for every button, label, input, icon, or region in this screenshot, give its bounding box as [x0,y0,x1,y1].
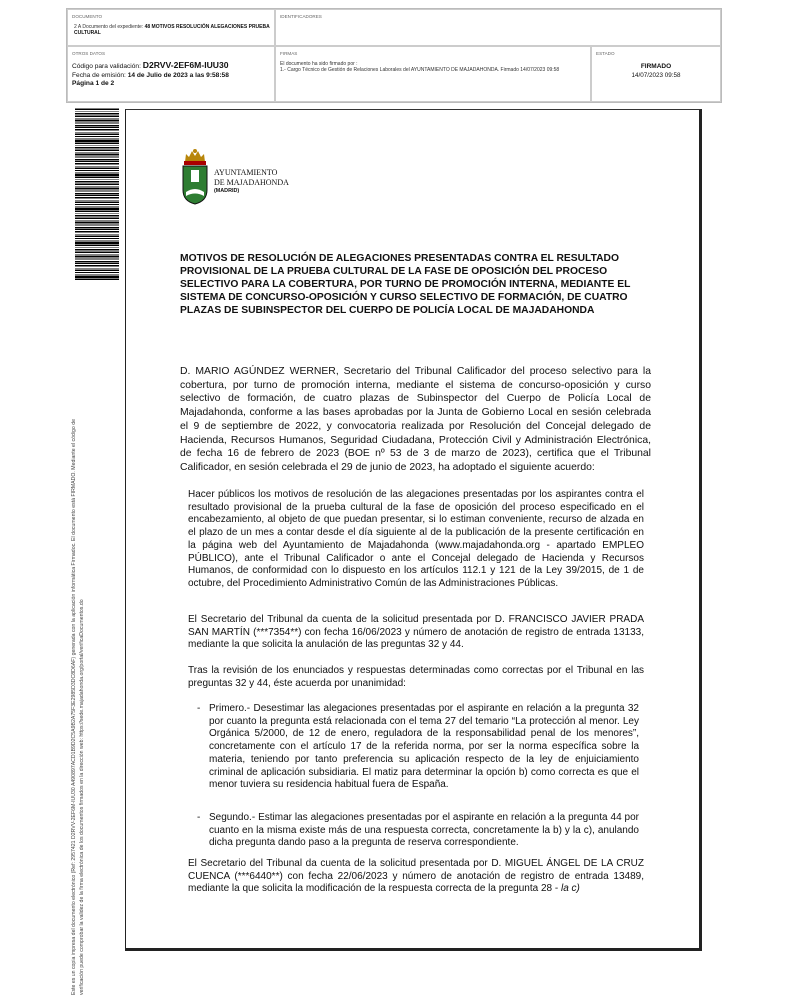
barcode [75,108,119,280]
estado-date: 14/07/2023 09:58 [631,72,681,79]
validation-info: Código para validación: D2RVV-2EF6M-IUU30 Fecha de emisión: 14 de Julio de 2023 a las 9:58:58 Página 1 de 2 [72,60,229,87]
otros-datos-label: OTROS DATOS [72,51,106,56]
quote-paragraph-1: Hacer públicos los motivos de resolución de las alegaciones presentadas por los aspirantes contra el resultado provisional de la prueba cultural de la fase de oposición del proceso especificado en el encabezamiento, al objeto de que puedan presentar, si lo estiman conveniente, recurso de alzada en el plazo de un mes a contar desde el día siguiente al de la publicación de la presente certificación en la página web del Ayuntamiento de Majadahonda (www.majadahonda.org - apartado EMPLEO PÚBLICO), ante el Tribunal Calificador o ante el Concejal delegado de Hacienda y Recursos Humanos, de conformidad con lo dispuesto en los artículos 112.1 y 121 de la Ley 39/2015, de 1 de octubre, del Procedimiento Administrativo Común de las Administraciones Públicas. [188,489,644,589]
page-count: Página 1 de 2 [72,80,115,87]
firmas-cell [275,46,591,102]
firmas-label: FIRMAS [280,51,298,56]
coat-of-arms-icon [180,146,210,206]
documento-cell [67,9,275,46]
list-item: - Segundo.- Estimar las alegaciones presentadas por el aspirante en relación a la pregunta 44 por cuanto en la misma existe más de una respuesta correcta, concretamente la b) y la c), anulando dicha pregunta dando paso a la pregunta de reserva correspondiente. [197,812,639,849]
identificadores-label: IDENTIFICADORES [280,14,322,19]
estado-label: ESTADO [596,51,615,56]
quote-paragraph-3: Tras la revisión de los enunciados y respuestas determinadas como correctas por el Tribunal en las preguntas 32 y 44, éste acuerda por unanimidad: [188,665,644,689]
emission-date: 14 de Julio de 2023 a las 9:58:58 [127,71,229,79]
quote-paragraph-2: El Secretario del Tribunal da cuenta de la solicitud presentada por D. FRANCISCO JAVIER PRADA SAN MARTÍN (***7354**) con fecha 16/06/2023 y número de anotación de registro de entrada 13133, mediante la que solicita la anulación de las preguntas 32 y 44. [188,614,644,651]
list-item: - Primero.- Desestimar las alegaciones presentadas por el aspirante en relación a la pregunta 32 por cuanto la pregunta está relacionada con el tema 27 del temario “La protección al menor. Ley Orgánica 5/2000, de 12 de enero, reguladora de la responsabilidad penal de los menores”, concretamente con el artículo 17 de la referida norma, por ser la norma específica sobre la materia, teniendo por tanto preferencia su aplicación respecto de la ley de enjuiciamiento criminal de aplicación subsidiaria. El matiz para determinar la opción b) como correcta es que el menor tuviera su residencia habitual fuera de España. [197,703,639,791]
logo-text: AYUNTAMIENTO DE MAJADAHONDA (MADRID) [214,168,289,194]
firmas-text: El documento ha sido firmado por : 1.- Cargo Técnico de Gestión de Relaciones Laborales del AYUNTAMIENTO DE MAJADAHONDA. Firmado 14/07/2023 09:58 [280,61,560,73]
estado-value: FIRMADO [640,63,672,70]
documento-label: DOCUMENTO [72,14,103,19]
quote-paragraph-4: El Secretario del Tribunal da cuenta de la solicitud presentada por D. MIGUEL ÁNGEL DE LA CRUZ CUENCA (***6440**) con fecha 22/06/2023 y número de anotación de registro de entrada 13489, mediante la que solicita la modificación de la respuesta correcta de la pregunta 28 - la c) [188,858,644,895]
verification-side-text: Este es un copia impresa del documento electrónico (Ref: 2957421 D2RVV-2EF6M-IUU30 A490897ACD1B9D2C5A9B2A75F3E2985D3DC8D6AF) generada con la aplicación informática Firmadoc. El documento está FIRMADO. Mediante el código de verificación puede comprobar la validez de la firma electrónica de los documentos firmados en la dirección web: https://sede.majadahonda.org/portal/verificaDocumentos.do [71,418,85,995]
documento-value: 2 A Documento del expediente: 48 MOTIVOS RESOLUCIÓN ALEGACIONES PRUEBA CULTURAL [74,24,270,36]
document-metadata-box [66,8,722,103]
intro-paragraph: D. MARIO AGÚNDEZ WERNER, Secretario del Tribunal Calificador del proceso selectivo para la cobertura, por turno de promoción interna, mediante el sistema de concurso-oposición y curso selectivo de formación, de cuatro plazas de Subinspector del Cuerpo de Policía Local de Majadahonda, conforme a las bases aprobadas por la Junta de Gobierno Local en sesión celebrada el 9 de septiembre de 2022, y convocatoria realizada por Resolución del Concejal delegado de Hacienda, Recursos Humanos, Seguridad Ciudadana, Protección Civil y Administración Electrónica, de fecha 16 de febrero de 2023 (BOE nº 53 de 3 de marzo de 2023), certifica que el Tribunal Calificador, en sesión celebrada el 29 de junio de 2023, ha adoptado el siguiente acuerdo: [180,366,651,473]
estado-cell [591,46,721,102]
document-title: MOTIVOS DE RESOLUCIÓN DE ALEGACIONES PRESENTADAS CONTRA EL RESULTADO PROVISIONAL DE LA PRUEBA CULTURAL DE LA FASE DE OPOSICIÓN DEL PROCESO SELECTIVO PARA LA COBERTURA, POR TURNO DE PROMOCIÓN INTERNA, MEDIANTE EL SISTEMA DE CONCURSO-OPOSICIÓN Y CURSO SELECTIVO DE FORMACIÓN, DE CUATRO PLAZAS DE SUBINSPECTOR DEL CUERPO DE POLICÍA LOCAL DE MAJADAHONDA [180,253,631,316]
otros-datos-cell [67,46,275,102]
identificadores-cell [275,9,721,46]
validation-code: D2RVV-2EF6M-IUU30 [142,60,229,70]
